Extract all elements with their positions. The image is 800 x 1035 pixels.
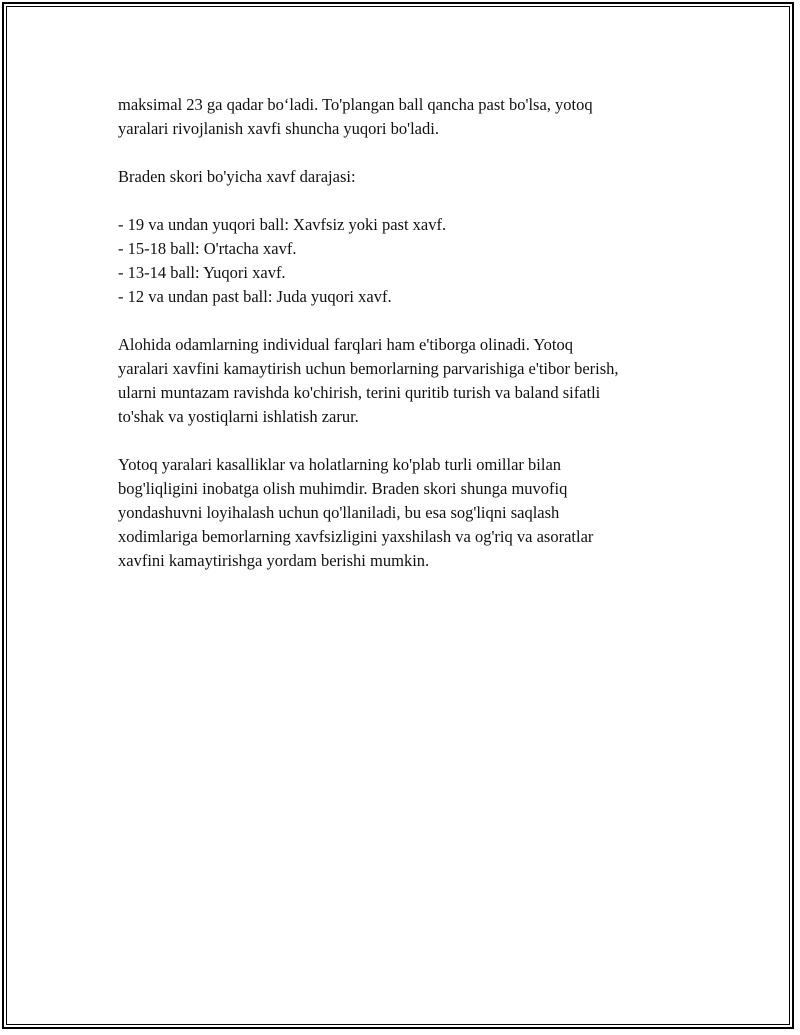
list-item: - 15-18 ball: O'rtacha xavf. (118, 239, 297, 258)
paragraph-risk-heading: Braden skori bo'yicha xavf darajasi: (118, 167, 356, 186)
paragraph-individual-factors: Alohida odamlarning individual farqlari ham e'tiborga olinadi. Yotoq yaralari xavfini kamaytirish uchun bemorlarning parvarishiga e'tibor berish, ularni muntazam ravishda ko'chirish, terini quritib turish va baland sifatli to'shak va yostiqlarni ishlatish zarur. (118, 335, 619, 426)
paragraph-score-intro: maksimal 23 ga qadar bo‘ladi. To'plangan ball qancha past bo'lsa, yotoq yaralari rivojlanish xavfi shuncha yuqori bo'ladi. (118, 95, 593, 138)
list-item: - 12 va undan past ball: Juda yuqori xavf. (118, 287, 392, 306)
document-body (118, 93, 698, 597)
paragraph-conclusion: Yotoq yaralari kasalliklar va holatlarning ko'plab turli omillar bilan bog'liqligini inobatga olish muhimdir. Braden skori shunga muvofiq yondashuvni loyihalash uchun qo'llaniladi, bu esa sog'liqni saqlash xodimlariga bemorlarning xavfsizligini yaxshilash va og'riq va asoratlar xavfini kamaytirishga yordam berishi mumkin. (118, 455, 594, 570)
risk-level-list (118, 213, 698, 309)
list-item: - 19 va undan yuqori ball: Xavfsiz yoki past xavf. (118, 215, 447, 234)
list-item: - 13-14 ball: Yuqori xavf. (118, 263, 286, 282)
